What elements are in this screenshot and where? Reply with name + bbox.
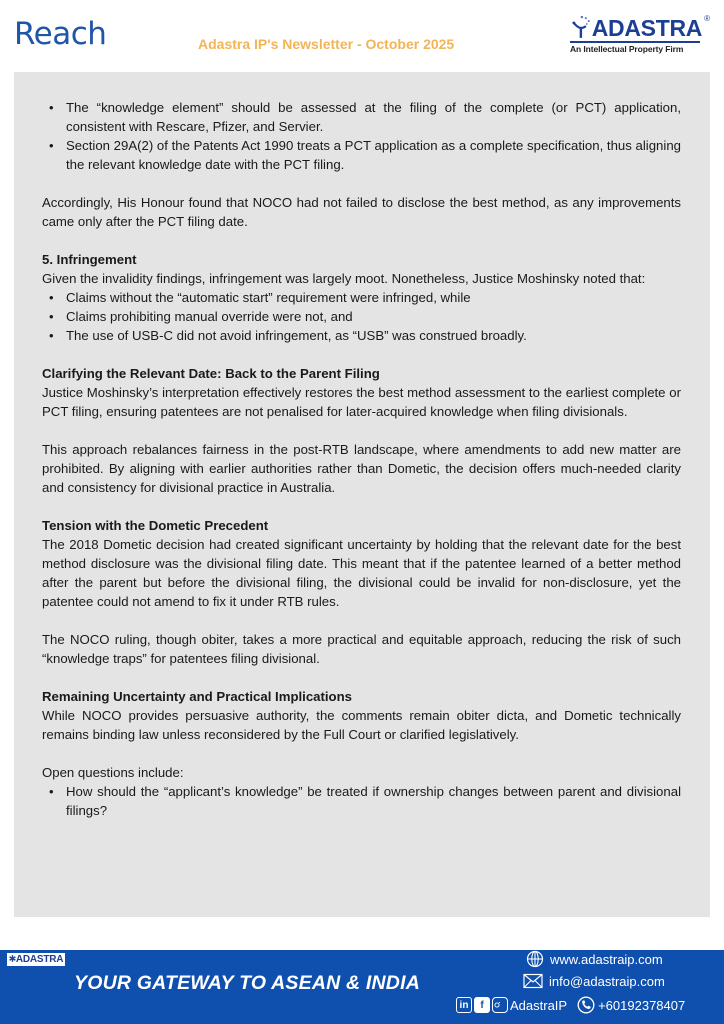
- phone-text: +60192378407: [598, 997, 686, 1013]
- phone-link[interactable]: [577, 996, 685, 1014]
- footer-logo: [7, 953, 65, 966]
- bullet-list-open-questions: [42, 782, 681, 820]
- section-heading-infringement: 5. Infringement: [42, 252, 137, 267]
- star-figure-icon: 🞶: [9, 954, 16, 965]
- registered-mark: ®: [704, 14, 710, 23]
- email-link[interactable]: [523, 973, 665, 989]
- email-text: info@adastraip.com: [549, 973, 665, 989]
- globe-icon: [526, 950, 544, 968]
- website-link[interactable]: [526, 950, 663, 968]
- article-body: [14, 72, 710, 917]
- mail-icon: [523, 973, 543, 989]
- paragraph: Accordingly, His Honour found that NOCO had not failed to disclose the best method, as any improvements came only after the PCT filing date.: [42, 195, 681, 229]
- list-item: • Section 29A(2) of the Patents Act 1990 treats a PCT application as a complete specification, thus aligning the relevant knowledge date with the PCT filing.: [42, 136, 681, 174]
- logo-wordmark: ADASTRA: [591, 15, 703, 41]
- paragraph: The 2018 Dometic decision had created significant uncertainty by holding that the relevant date for the best method disclosure was the divisional filing date. This meant that if the patentee learned of a better method after the parent but before the divisional filing, the divisional could be invalid for non-disclosure, yet the patentee could not amend to fix it under RTB rules.: [42, 537, 681, 609]
- logo-rule: [570, 41, 700, 43]
- paragraph: While NOCO provides persuasive authority, the comments remain obiter dicta, and Dometic technically remains binding law unless reconsidered by the Full Court or clarified legislatively.: [42, 708, 681, 742]
- bullet-list-top: [42, 98, 681, 174]
- list-item: • How should the “applicant’s knowledge” be treated if ownership changes between parent and divisional filings?: [42, 782, 681, 820]
- footer-tagline: YOUR GATEWAY TO ASEAN & INDIA: [74, 972, 420, 994]
- newsletter-title: Adastra IP's Newsletter - October 2025: [198, 36, 455, 52]
- social-handle[interactable]: AdastraIP: [510, 997, 568, 1013]
- list-item: • The use of USB-C did not avoid infringement, as “USB” was construed broadly.: [42, 326, 681, 345]
- section-heading-tension: Tension with the Dometic Precedent: [42, 518, 269, 533]
- star-figure-icon: [570, 14, 592, 40]
- list-item: • The “knowledge element” should be assessed at the filing of the complete (or PCT) application, consistent with Rescare, Pfizer, and Servier.: [42, 98, 681, 136]
- paragraph: Open questions include:: [42, 765, 184, 780]
- facebook-icon[interactable]: f: [474, 997, 490, 1013]
- list-item: • Claims prohibiting manual override were not, and: [42, 307, 681, 326]
- section-heading-clarifying: Clarifying the Relevant Date: Back to the Parent Filing: [42, 366, 380, 381]
- website-text: www.adastraip.com: [550, 951, 663, 967]
- bullet-list-infringement: [42, 288, 681, 345]
- paragraph: This approach rebalances fairness in the post-RTB landscape, where amendments to add new matter are prohibited. By aligning with earlier authorities rather than Dometic, the decision offers much-needed clarity and consistency for divisional practice in Australia.: [42, 442, 681, 495]
- footer-logo-text: ADASTRA: [15, 954, 64, 965]
- section-heading-remaining: Remaining Uncertainty and Practical Implications: [42, 689, 352, 704]
- paragraph: The NOCO ruling, though obiter, takes a more practical and equitable approach, reducing the risk of such “knowledge traps” for patentees filing divisional.: [42, 632, 681, 666]
- brand-reach: Reach: [14, 16, 107, 52]
- phone-icon: [577, 996, 595, 1014]
- logo-tagline: An Intellectual Property Firm: [570, 44, 684, 54]
- instagram-icon[interactable]: [492, 997, 508, 1013]
- adastra-logo: [570, 14, 710, 64]
- footer: [0, 950, 724, 1024]
- paragraph: Given the invalidity findings, infringement was largely moot. Nonetheless, Justice Moshinsky noted that:: [42, 271, 646, 286]
- social-row: [456, 996, 685, 1014]
- list-item: • Claims without the “automatic start” requirement were infringed, while: [42, 288, 681, 307]
- paragraph: Justice Moshinsky’s interpretation effectively restores the best method assessment to the earliest complete or PCT filing, ensuring patentees are not penalised for later-acquired knowledge when filing divisionals.: [42, 385, 681, 419]
- linkedin-icon[interactable]: in: [456, 997, 472, 1013]
